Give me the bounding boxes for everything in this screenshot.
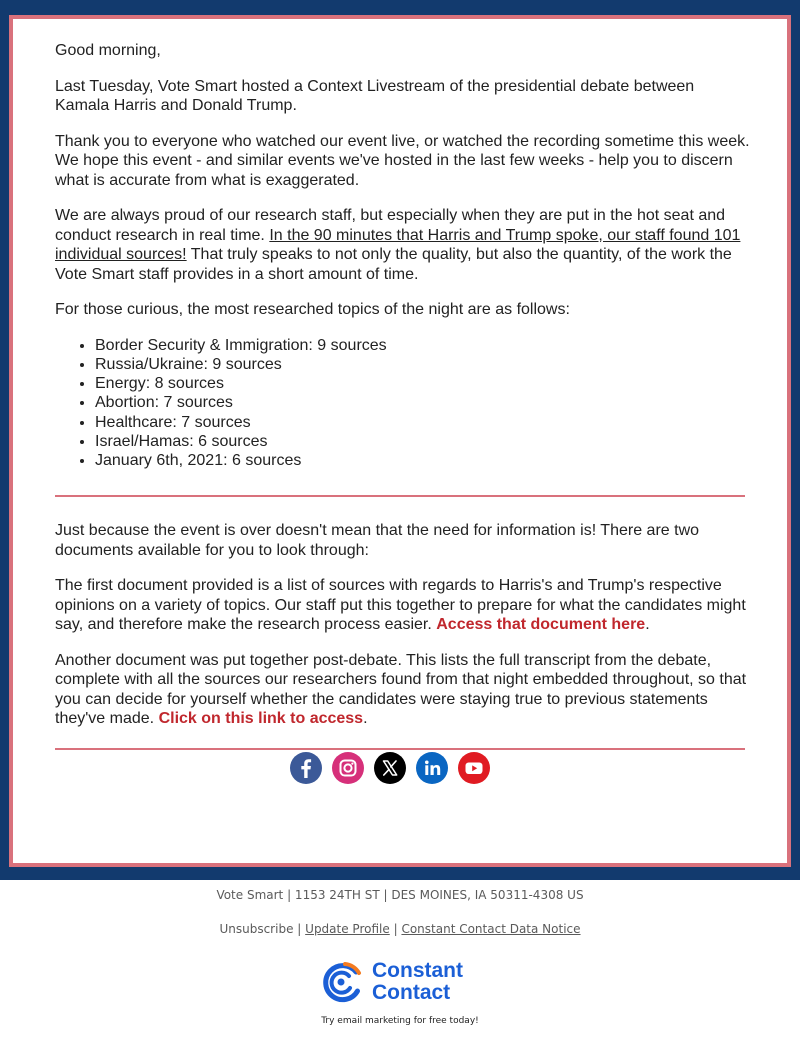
logo-line-2: Contact — [372, 981, 451, 1004]
paragraph-documents-intro: Just because the event is over doesn't mean that the need for information is! There are two documents available for you to look through: — [55, 522, 700, 559]
list-item: • January 6th, 2021: 6 sources — [95, 451, 750, 470]
footer-separator: | — [297, 922, 302, 936]
instagram-button[interactable] — [332, 752, 364, 784]
data-notice-link[interactable]: Constant Contact Data Notice — [401, 922, 581, 936]
constant-contact-icon — [318, 958, 366, 1006]
research-text-end: That truly speaks to not only the quality, but also the quantity, of the work the Vote Smart staff provides in a short amount of time. — [55, 246, 732, 283]
x-icon — [374, 752, 406, 784]
access-document-link[interactable]: Access that document here — [436, 616, 646, 633]
transcript-link[interactable]: Click on this link to access — [158, 710, 364, 727]
paragraph-intro: Last Tuesday, Vote Smart hosted a Context Livestream of the presidential debate between Kamala Harris and Donald Trump. — [55, 77, 695, 114]
social-links — [290, 752, 490, 786]
x-button[interactable] — [374, 752, 406, 784]
greeting: Good morning, — [55, 42, 161, 59]
instagram-icon — [332, 752, 364, 784]
paragraph-second-document — [55, 651, 750, 729]
second-document-end: . — [363, 710, 368, 727]
list-item: • Russia/Ukraine: 9 sources — [95, 355, 750, 374]
topics-list — [95, 336, 750, 471]
first-document-end: . — [645, 616, 650, 633]
section-divider — [55, 495, 745, 497]
footer-links — [0, 922, 800, 936]
email-body — [55, 41, 750, 471]
list-item: • Israel/Hamas: 6 sources — [95, 432, 750, 451]
footer-separator: | — [393, 922, 398, 936]
footer-address: Vote Smart | 1153 24TH ST | DES MOINES, IA 50311-4308 US — [216, 888, 584, 902]
paragraph-first-document — [55, 576, 750, 635]
second-document-text: Another document was put together post-debate. This lists the full transcript from the debate, complete with all the sources our researchers found from that night embedded throughout, so that you can decide for yourself whether the candidates were staying true to previous statements they've made. — [55, 651, 747, 727]
paragraph-thanks: Thank you to everyone who watched our event live, or watched the recording sometime this week. We hope this event - and similar events we've hosted in the last few weeks - help you to discern what is accurate from what is exaggerated. — [55, 132, 750, 189]
list-item: • Energy: 8 sources — [95, 374, 750, 393]
update-profile-link[interactable]: Update Profile — [305, 922, 390, 936]
list-item: • Abortion: 7 sources — [95, 393, 750, 412]
email-frame — [9, 15, 791, 867]
facebook-button[interactable] — [290, 752, 322, 784]
research-text: We are always proud of our research staff, but especially when they are put in the hot seat and conduct research in real time. — [55, 207, 726, 244]
first-document-text: The first document provided is a list of sources with regards to Harris's and Trump's respective opinions on a variety of topics. Our staff put this together to prepare for what the candidates might say, and therefore make the research process easier. — [55, 577, 746, 633]
linkedin-button[interactable] — [416, 752, 448, 784]
unsubscribe-link[interactable]: Unsubscribe — [219, 922, 294, 936]
constant-contact-wordmark — [372, 960, 463, 1004]
youtube-icon — [458, 752, 490, 784]
research-highlight: In the 90 minutes that Harris and Trump spoke, our staff found 101 individual sources! — [55, 226, 741, 263]
constant-contact-logo[interactable] — [318, 958, 488, 1010]
footer-tagline[interactable]: Try email marketing for free today! — [321, 1016, 479, 1026]
section-divider — [55, 748, 745, 750]
email-body-documents — [55, 521, 750, 745]
list-item: • Border Security & Immigration: 9 sources — [95, 336, 750, 355]
paragraph-research — [55, 206, 750, 284]
list-item: • Healthcare: 7 sources — [95, 413, 750, 432]
logo-line-1: Constant — [372, 959, 463, 982]
youtube-button[interactable] — [458, 752, 490, 784]
facebook-icon — [290, 752, 322, 784]
paragraph-topics-intro: For those curious, the most researched topics of the night are as follows: — [55, 301, 570, 318]
linkedin-icon — [416, 752, 448, 784]
